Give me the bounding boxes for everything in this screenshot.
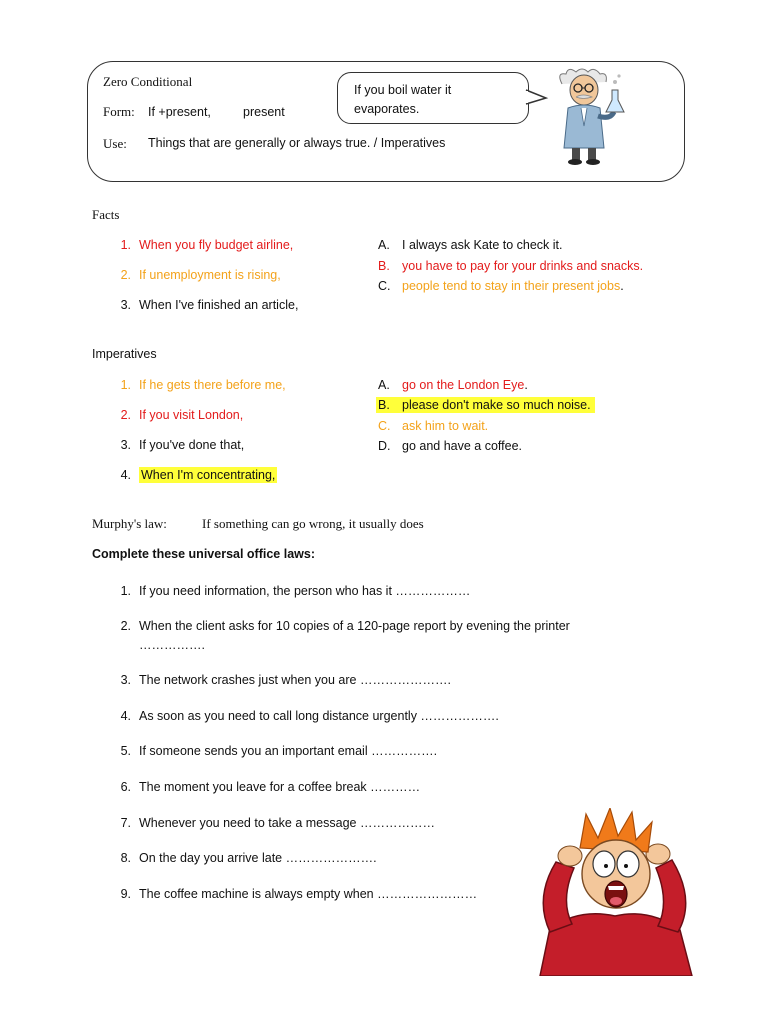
item-number: 1. bbox=[120, 238, 131, 252]
imperatives-right-item-d bbox=[378, 439, 522, 453]
facts-left-item-2 bbox=[107, 268, 281, 282]
imperatives-right-item-b bbox=[376, 397, 595, 413]
imperatives-left-item-2 bbox=[107, 408, 243, 422]
item-text: ask him to wait. bbox=[402, 419, 489, 433]
item-number: 1. bbox=[120, 584, 131, 598]
law-item-6 bbox=[107, 780, 420, 794]
item-text: The coffee machine is always empty when …………………… bbox=[139, 887, 478, 901]
use-label: Use: bbox=[103, 136, 127, 151]
form-label: Form: bbox=[103, 104, 135, 119]
item-letter: A. bbox=[378, 378, 390, 392]
item-number: 4. bbox=[120, 468, 131, 482]
facts-heading: Facts bbox=[92, 207, 120, 222]
stressed-man-illustration bbox=[520, 808, 710, 976]
item-text: go and have a coffee. bbox=[402, 439, 523, 453]
item-text: Whenever you need to take a message ……………… bbox=[139, 816, 435, 830]
item-tail: . bbox=[620, 279, 624, 293]
item-text: When I've finished an article, bbox=[139, 298, 299, 312]
item-text: When you fly budget airline, bbox=[139, 238, 294, 252]
item-text: go on the London Eye bbox=[402, 378, 525, 392]
law-item-2-continuation: ……………. bbox=[139, 638, 205, 652]
item-text: If you need information, the person who has it ……………… bbox=[139, 584, 471, 598]
imperatives-right-item-a bbox=[378, 378, 528, 392]
murphy-label: Murphy's law: bbox=[92, 516, 167, 531]
item-text: If someone sends you an important email ……………. bbox=[139, 744, 438, 758]
murphy-text: If something can go wrong, it usually does bbox=[202, 516, 424, 531]
item-number: 2. bbox=[120, 619, 131, 633]
item-text: If unemployment is rising, bbox=[139, 268, 281, 282]
item-number: 4. bbox=[120, 709, 131, 723]
item-letter: C. bbox=[378, 279, 391, 293]
law-item-3 bbox=[107, 673, 451, 687]
item-text: I always ask Kate to check it. bbox=[402, 238, 563, 252]
facts-left-item-3 bbox=[107, 298, 298, 312]
use-value: Things that are generally or always true. / Imperatives bbox=[148, 136, 446, 150]
item-letter: B. bbox=[378, 259, 390, 273]
item-number: 2. bbox=[120, 408, 131, 422]
bubble-line-2: evaporates. bbox=[354, 102, 420, 116]
imperatives-left-item-1 bbox=[107, 378, 286, 392]
form-value-1: If +present, bbox=[148, 105, 211, 119]
item-number: 7. bbox=[120, 816, 131, 830]
item-number: 9. bbox=[120, 887, 131, 901]
item-text: If you visit London, bbox=[139, 408, 244, 422]
item-number: 2. bbox=[120, 268, 131, 282]
item-text: you have to pay for your drinks and snacks. bbox=[402, 259, 644, 273]
item-text: people tend to stay in their present jobs bbox=[402, 279, 621, 293]
item-number: 8. bbox=[120, 851, 131, 865]
item-text: If he gets there before me, bbox=[139, 378, 286, 392]
item-tail: . bbox=[524, 378, 528, 392]
speech-bubble-tail bbox=[520, 86, 550, 110]
item-text: On the day you arrive late …………………. bbox=[139, 851, 377, 865]
item-number: 3. bbox=[120, 673, 131, 687]
imperatives-left-item-4 bbox=[107, 468, 277, 482]
laws-heading: Complete these universal office laws: bbox=[92, 547, 315, 561]
speech-bubble bbox=[337, 72, 529, 124]
imperatives-heading: Imperatives bbox=[92, 347, 157, 361]
item-text: As soon as you need to call long distance urgently ………………. bbox=[139, 709, 499, 723]
law-item-9 bbox=[107, 887, 477, 901]
item-number: 5. bbox=[120, 744, 131, 758]
bubble-line-1: If you boil water it bbox=[354, 83, 452, 97]
item-letter: D. bbox=[378, 439, 391, 453]
law-item-7 bbox=[107, 816, 435, 830]
item-text: The network crashes just when you are …………………. bbox=[139, 673, 451, 687]
law-item-8 bbox=[107, 851, 377, 865]
item-letter: B. bbox=[378, 398, 390, 412]
item-number: 1. bbox=[120, 378, 131, 392]
item-letter: A. bbox=[378, 238, 390, 252]
item-text: When I'm concentrating, bbox=[141, 468, 276, 482]
scientist-illustration bbox=[548, 66, 638, 166]
facts-left-item-1 bbox=[107, 238, 293, 252]
law-item-4 bbox=[107, 709, 499, 723]
law-item-1 bbox=[107, 584, 470, 598]
facts-right-item-a bbox=[378, 238, 563, 252]
item-number: 6. bbox=[120, 780, 131, 794]
item-number: 3. bbox=[120, 438, 131, 452]
item-text: When the client asks for 10 copies of a 120-page report by evening the printer bbox=[139, 619, 570, 633]
facts-right-item-b bbox=[378, 259, 643, 273]
item-text: please don't make so much noise. bbox=[402, 398, 591, 412]
facts-right-item-c bbox=[378, 279, 624, 293]
form-value-2: present bbox=[243, 105, 285, 119]
law-item-5 bbox=[107, 744, 437, 758]
imperatives-left-item-3 bbox=[107, 438, 244, 452]
item-letter: C. bbox=[378, 419, 391, 433]
imperatives-right-item-c bbox=[378, 419, 488, 433]
law-item-2 bbox=[107, 619, 570, 633]
box-title: Zero Conditional bbox=[103, 74, 193, 89]
item-text: The moment you leave for a coffee break ………… bbox=[139, 780, 421, 794]
item-text: If you've done that, bbox=[139, 438, 245, 452]
item-number: 3. bbox=[120, 298, 131, 312]
